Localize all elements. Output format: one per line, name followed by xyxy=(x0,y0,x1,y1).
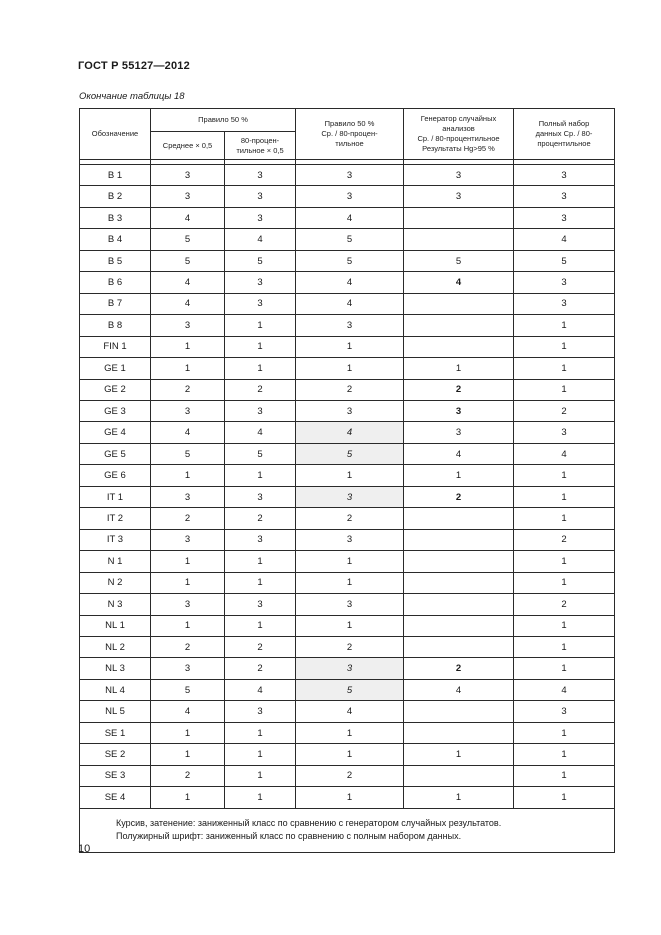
table-row xyxy=(80,701,615,722)
cell-pct80: 1 xyxy=(225,336,296,357)
cell-rule50: 3 xyxy=(296,186,404,207)
cell-full-dataset: 1 xyxy=(514,658,615,679)
cell-rule50: 1 xyxy=(296,572,404,593)
cell-generator: 1 xyxy=(404,787,514,808)
cell-full-dataset: 1 xyxy=(514,379,615,400)
cell-pct80: 4 xyxy=(225,679,296,700)
cell-generator xyxy=(404,551,514,572)
cell-mean: 1 xyxy=(151,787,225,808)
cell-rule50: 5 xyxy=(296,443,404,464)
cell-pct80: 1 xyxy=(225,722,296,743)
cell-mean: 5 xyxy=(151,443,225,464)
cell-generator xyxy=(404,594,514,615)
cell-full-dataset: 1 xyxy=(514,615,615,636)
note-bold: Полужирный шрифт: заниженный класс по сравнению с полным набором данных. xyxy=(116,831,462,842)
cell-pct80: 3 xyxy=(225,486,296,507)
header-full-dataset xyxy=(514,109,615,160)
cell-generator: 3 xyxy=(404,422,514,443)
cell-mean: 3 xyxy=(151,658,225,679)
cell-pct80: 1 xyxy=(225,358,296,379)
cell-designation: B 8 xyxy=(80,315,151,336)
cell-full-dataset: 4 xyxy=(514,679,615,700)
cell-mean: 2 xyxy=(151,636,225,657)
cell-rule50: 4 xyxy=(296,293,404,314)
cell-full-dataset: 4 xyxy=(514,443,615,464)
cell-generator xyxy=(404,293,514,314)
cell-mean: 3 xyxy=(151,186,225,207)
table-row xyxy=(80,336,615,357)
cell-designation: NL 5 xyxy=(80,701,151,722)
cell-rule50: 1 xyxy=(296,615,404,636)
cell-rule50: 3 xyxy=(296,594,404,615)
cell-generator: 4 xyxy=(404,679,514,700)
cell-mean: 4 xyxy=(151,701,225,722)
cell-generator: 3 xyxy=(404,400,514,421)
cell-designation: NL 4 xyxy=(80,679,151,700)
cell-pct80: 3 xyxy=(225,701,296,722)
header-generator-line2: анализов xyxy=(442,124,475,133)
cell-mean: 3 xyxy=(151,529,225,550)
cell-generator xyxy=(404,722,514,743)
cell-pct80: 1 xyxy=(225,551,296,572)
table-row xyxy=(80,744,615,765)
header-pct80 xyxy=(225,132,296,160)
cell-generator: 3 xyxy=(404,186,514,207)
cell-full-dataset: 3 xyxy=(514,293,615,314)
cell-rule50: 4 xyxy=(296,422,404,443)
header-generator-line1: Генератор случайных xyxy=(420,114,497,123)
cell-full-dataset: 3 xyxy=(514,272,615,293)
table-row xyxy=(80,400,615,421)
cell-rule50: 2 xyxy=(296,765,404,786)
table-row xyxy=(80,465,615,486)
cell-pct80: 3 xyxy=(225,594,296,615)
cell-generator xyxy=(404,207,514,228)
cell-designation: B 5 xyxy=(80,250,151,271)
cell-generator xyxy=(404,229,514,250)
table-row xyxy=(80,293,615,314)
cell-pct80: 1 xyxy=(225,615,296,636)
cell-mean: 1 xyxy=(151,551,225,572)
cell-full-dataset: 1 xyxy=(514,465,615,486)
cell-designation: B 3 xyxy=(80,207,151,228)
cell-mean: 1 xyxy=(151,336,225,357)
cell-pct80: 3 xyxy=(225,272,296,293)
cell-generator: 1 xyxy=(404,744,514,765)
cell-designation: SE 3 xyxy=(80,765,151,786)
header-generator xyxy=(404,109,514,160)
header-rule-group: Правило 50 % xyxy=(151,109,296,132)
cell-pct80: 5 xyxy=(225,250,296,271)
cell-generator: 1 xyxy=(404,465,514,486)
header-rule50-line1: Правило 50 % xyxy=(324,119,375,128)
cell-pct80: 1 xyxy=(225,765,296,786)
cell-generator xyxy=(404,572,514,593)
cell-rule50: 1 xyxy=(296,336,404,357)
cell-generator xyxy=(404,615,514,636)
cell-designation: SE 1 xyxy=(80,722,151,743)
table-row xyxy=(80,658,615,679)
cell-designation: GE 5 xyxy=(80,443,151,464)
cell-rule50: 3 xyxy=(296,486,404,507)
table-row xyxy=(80,422,615,443)
table-row xyxy=(80,486,615,507)
cell-designation: GE 1 xyxy=(80,358,151,379)
cell-mean: 3 xyxy=(151,165,225,186)
table-row xyxy=(80,207,615,228)
cell-mean: 5 xyxy=(151,679,225,700)
cell-rule50: 2 xyxy=(296,379,404,400)
cell-generator xyxy=(404,336,514,357)
cell-designation: NL 3 xyxy=(80,658,151,679)
cell-rule50: 3 xyxy=(296,165,404,186)
cell-designation: IT 3 xyxy=(80,529,151,550)
cell-generator: 2 xyxy=(404,658,514,679)
cell-generator: 2 xyxy=(404,486,514,507)
table-caption: Окончание таблицы 18 xyxy=(79,91,185,102)
cell-full-dataset: 3 xyxy=(514,701,615,722)
cell-designation: GE 6 xyxy=(80,465,151,486)
table-row xyxy=(80,594,615,615)
cell-designation: N 1 xyxy=(80,551,151,572)
cell-designation: N 2 xyxy=(80,572,151,593)
cell-full-dataset: 1 xyxy=(514,787,615,808)
table-row xyxy=(80,615,615,636)
cell-mean: 2 xyxy=(151,508,225,529)
table-row xyxy=(80,443,615,464)
table-row xyxy=(80,358,615,379)
cell-full-dataset: 1 xyxy=(514,744,615,765)
cell-rule50: 5 xyxy=(296,250,404,271)
cell-designation: B 2 xyxy=(80,186,151,207)
cell-pct80: 2 xyxy=(225,508,296,529)
cell-mean: 5 xyxy=(151,229,225,250)
cell-designation: N 3 xyxy=(80,594,151,615)
cell-rule50: 1 xyxy=(296,551,404,572)
cell-rule50: 2 xyxy=(296,636,404,657)
cell-rule50: 4 xyxy=(296,272,404,293)
table-body xyxy=(80,165,615,809)
cell-generator: 4 xyxy=(404,443,514,464)
cell-full-dataset: 2 xyxy=(514,400,615,421)
cell-designation: SE 2 xyxy=(80,744,151,765)
cell-pct80: 3 xyxy=(225,207,296,228)
table-row xyxy=(80,787,615,808)
table-row xyxy=(80,250,615,271)
cell-rule50: 2 xyxy=(296,508,404,529)
cell-pct80: 3 xyxy=(225,165,296,186)
cell-rule50: 1 xyxy=(296,722,404,743)
cell-full-dataset: 1 xyxy=(514,572,615,593)
page-number: 10 xyxy=(78,843,91,855)
table-row xyxy=(80,572,615,593)
cell-full-dataset: 3 xyxy=(514,207,615,228)
table-header xyxy=(80,109,615,165)
header-designation: Обозначение xyxy=(80,109,151,160)
cell-rule50: 1 xyxy=(296,358,404,379)
cell-mean: 4 xyxy=(151,272,225,293)
table-row xyxy=(80,722,615,743)
cell-mean: 1 xyxy=(151,358,225,379)
table-row xyxy=(80,551,615,572)
cell-full-dataset: 3 xyxy=(514,165,615,186)
cell-mean: 2 xyxy=(151,379,225,400)
cell-mean: 1 xyxy=(151,615,225,636)
cell-rule50: 1 xyxy=(296,787,404,808)
table-row xyxy=(80,186,615,207)
cell-full-dataset: 3 xyxy=(514,422,615,443)
header-generator-line4: Результаты Hg>95 % xyxy=(422,144,495,153)
cell-mean: 3 xyxy=(151,594,225,615)
cell-full-dataset: 1 xyxy=(514,486,615,507)
cell-pct80: 2 xyxy=(225,658,296,679)
cell-full-dataset: 1 xyxy=(514,508,615,529)
cell-full-dataset: 1 xyxy=(514,315,615,336)
cell-designation: SE 4 xyxy=(80,787,151,808)
cell-designation: NL 1 xyxy=(80,615,151,636)
cell-designation: B 7 xyxy=(80,293,151,314)
table-row xyxy=(80,229,615,250)
cell-full-dataset: 3 xyxy=(514,186,615,207)
cell-pct80: 1 xyxy=(225,315,296,336)
cell-generator: 4 xyxy=(404,272,514,293)
note-italic-shaded: Курсив, затенение: заниженный класс по сравнению с генератором случайных результатов. xyxy=(116,818,502,829)
cell-pct80: 5 xyxy=(225,443,296,464)
cell-full-dataset: 2 xyxy=(514,529,615,550)
table-notes xyxy=(80,808,615,852)
table-row xyxy=(80,765,615,786)
header-rule50-line2: Ср. / 80-процен- xyxy=(321,129,378,138)
cell-designation: FIN 1 xyxy=(80,336,151,357)
cell-pct80: 3 xyxy=(225,400,296,421)
cell-designation: NL 2 xyxy=(80,636,151,657)
header-generator-line3: Ср. / 80-процентильное xyxy=(417,134,500,143)
cell-generator: 1 xyxy=(404,358,514,379)
cell-designation: IT 1 xyxy=(80,486,151,507)
cell-pct80: 3 xyxy=(225,293,296,314)
cell-generator: 3 xyxy=(404,165,514,186)
cell-generator xyxy=(404,529,514,550)
cell-full-dataset: 1 xyxy=(514,765,615,786)
cell-rule50: 3 xyxy=(296,400,404,421)
header-full-line3: процентильное xyxy=(537,139,591,148)
cell-mean: 5 xyxy=(151,250,225,271)
table-row xyxy=(80,508,615,529)
cell-mean: 1 xyxy=(151,572,225,593)
cell-pct80: 2 xyxy=(225,379,296,400)
cell-mean: 1 xyxy=(151,722,225,743)
cell-mean: 1 xyxy=(151,465,225,486)
cell-pct80: 1 xyxy=(225,787,296,808)
cell-designation: GE 2 xyxy=(80,379,151,400)
cell-pct80: 1 xyxy=(225,572,296,593)
cell-mean: 3 xyxy=(151,315,225,336)
cell-pct80: 3 xyxy=(225,529,296,550)
cell-designation: B 1 xyxy=(80,165,151,186)
table-row xyxy=(80,165,615,186)
cell-mean: 4 xyxy=(151,422,225,443)
cell-pct80: 4 xyxy=(225,229,296,250)
cell-rule50: 3 xyxy=(296,315,404,336)
cell-pct80: 2 xyxy=(225,636,296,657)
notes-row xyxy=(80,808,615,852)
cell-mean: 2 xyxy=(151,765,225,786)
document-title: ГОСТ Р 55127—2012 xyxy=(78,60,190,72)
cell-rule50: 5 xyxy=(296,229,404,250)
cell-generator: 5 xyxy=(404,250,514,271)
cell-designation: IT 2 xyxy=(80,508,151,529)
table-row xyxy=(80,529,615,550)
cell-full-dataset: 5 xyxy=(514,250,615,271)
cell-mean: 3 xyxy=(151,400,225,421)
cell-generator xyxy=(404,508,514,529)
cell-generator xyxy=(404,315,514,336)
header-mean: Среднее × 0,5 xyxy=(151,132,225,160)
cell-rule50: 4 xyxy=(296,207,404,228)
cell-full-dataset: 4 xyxy=(514,229,615,250)
table-row xyxy=(80,315,615,336)
cell-full-dataset: 1 xyxy=(514,636,615,657)
table-row xyxy=(80,379,615,400)
cell-full-dataset: 1 xyxy=(514,722,615,743)
cell-generator xyxy=(404,636,514,657)
cell-designation: B 6 xyxy=(80,272,151,293)
cell-generator: 2 xyxy=(404,379,514,400)
cell-generator xyxy=(404,701,514,722)
cell-rule50: 3 xyxy=(296,529,404,550)
cell-mean: 3 xyxy=(151,486,225,507)
cell-full-dataset: 1 xyxy=(514,336,615,357)
header-pct80-line1: 80-процен- xyxy=(240,135,280,145)
cell-mean: 4 xyxy=(151,207,225,228)
cell-designation: GE 4 xyxy=(80,422,151,443)
cell-rule50: 1 xyxy=(296,465,404,486)
header-rule50 xyxy=(296,109,404,160)
cell-pct80: 3 xyxy=(225,186,296,207)
header-full-line1: Полный набор xyxy=(538,119,590,128)
cell-designation: B 4 xyxy=(80,229,151,250)
header-full-line2: данных Ср. / 80- xyxy=(535,129,593,138)
cell-rule50: 4 xyxy=(296,701,404,722)
cell-pct80: 4 xyxy=(225,422,296,443)
cell-mean: 4 xyxy=(151,293,225,314)
data-table xyxy=(79,108,615,853)
cell-rule50: 1 xyxy=(296,744,404,765)
cell-rule50: 3 xyxy=(296,658,404,679)
cell-generator xyxy=(404,765,514,786)
table-row xyxy=(80,272,615,293)
header-rule50-line3: тильное xyxy=(335,139,364,148)
table-row xyxy=(80,636,615,657)
cell-designation: GE 3 xyxy=(80,400,151,421)
cell-full-dataset: 1 xyxy=(514,551,615,572)
cell-rule50: 5 xyxy=(296,679,404,700)
cell-full-dataset: 1 xyxy=(514,358,615,379)
cell-mean: 1 xyxy=(151,744,225,765)
cell-full-dataset: 2 xyxy=(514,594,615,615)
cell-pct80: 1 xyxy=(225,465,296,486)
cell-pct80: 1 xyxy=(225,744,296,765)
table-row xyxy=(80,679,615,700)
header-pct80-line2: тильное × 0,5 xyxy=(236,145,284,155)
